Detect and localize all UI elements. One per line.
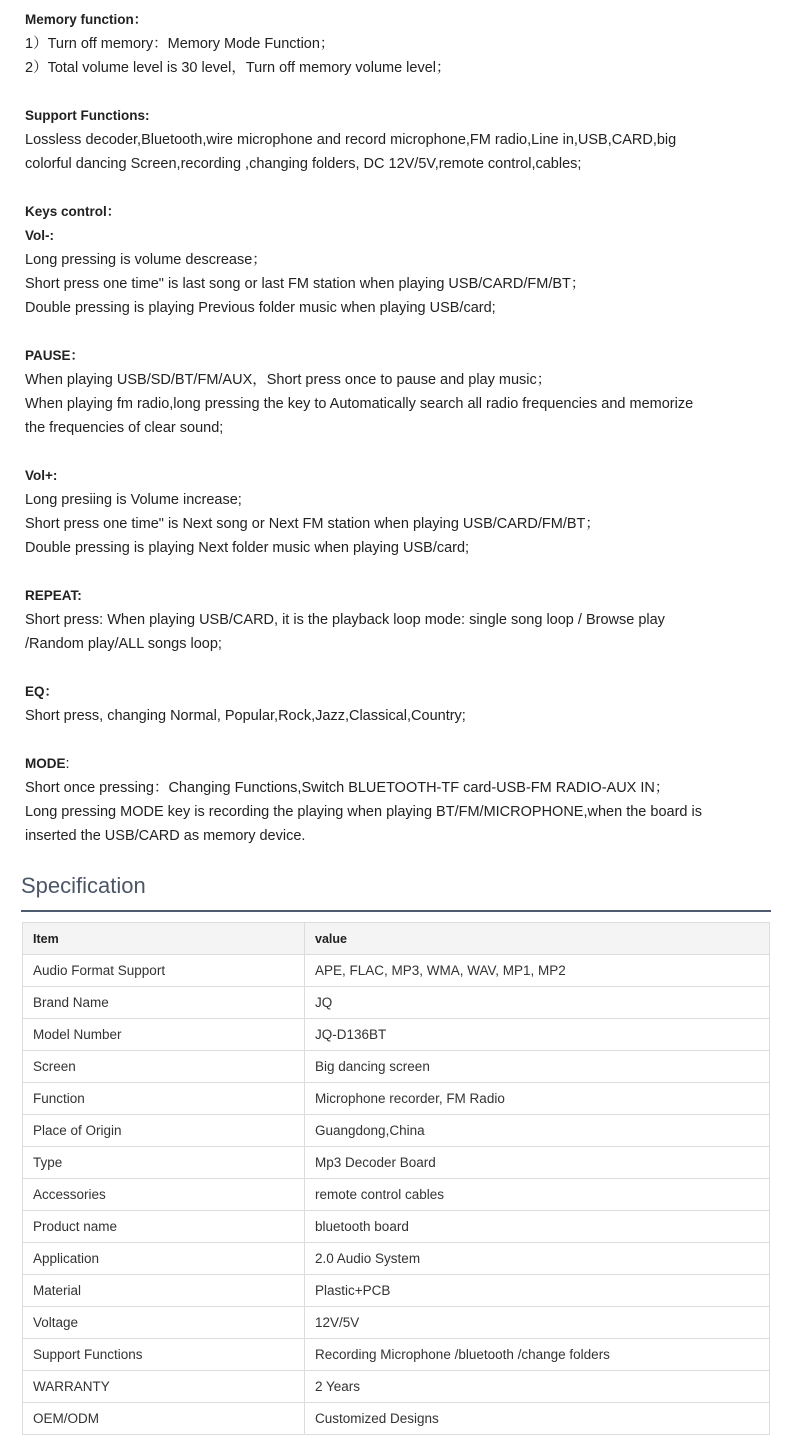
cell-value: remote control cables [305, 1179, 770, 1211]
table-row [23, 1307, 770, 1339]
cell-value: 2 Years [305, 1371, 770, 1403]
cell-item: Brand Name [23, 987, 305, 1019]
table-row [23, 1403, 770, 1435]
cell-value: bluetooth board [305, 1211, 770, 1243]
description-line: Long presiing is Volume increase; [25, 492, 242, 508]
cell-item: Function [23, 1083, 305, 1115]
section-heading-text: Vol-: [25, 228, 54, 243]
table-row [23, 1179, 770, 1211]
table-row [23, 1211, 770, 1243]
cell-item: Model Number [23, 1019, 305, 1051]
table-row [23, 1051, 770, 1083]
cell-value: 12V/5V [305, 1307, 770, 1339]
cell-value: JQ-D136BT [305, 1019, 770, 1051]
table-row [23, 1115, 770, 1147]
section-heading [25, 104, 775, 128]
description-line: Short once pressing：Changing Functions,Switch BLUETOOTH-TF card-USB-FM RADIO-AUX IN； [25, 780, 670, 796]
table-row [23, 1275, 770, 1307]
header-item: Item [23, 923, 305, 955]
description-line: /Random play/ALL songs loop; [25, 636, 222, 652]
description-line: the frequencies of clear sound; [25, 420, 224, 436]
description-line: Long pressing MODE key is recording the playing when playing BT/FM/MICROPHONE,when the board is [25, 804, 702, 820]
section-heading [25, 464, 775, 488]
description-line: Short press one time" is Next song or Next FM station when playing USB/CARD/FM/BT； [25, 516, 600, 532]
cell-item: Audio Format Support [23, 955, 305, 987]
cell-item: OEM/ODM [23, 1403, 305, 1435]
description-line: Double pressing is playing Next folder music when playing USB/card; [25, 540, 470, 556]
section-heading-text: PAUSE： [25, 348, 85, 363]
cell-item: Application [23, 1243, 305, 1275]
cell-value: Microphone recorder, FM Radio [305, 1083, 770, 1115]
cell-value: Mp3 Decoder Board [305, 1147, 770, 1179]
description-line: When playing USB/SD/BT/FM/AUX，Short press once to pause and play music； [25, 372, 552, 388]
cell-value: Big dancing screen [305, 1051, 770, 1083]
section-heading-text: Vol+: [25, 468, 58, 483]
section-heading [25, 584, 775, 608]
table-row [23, 987, 770, 1019]
heading-divider [21, 910, 771, 912]
cell-item: Voltage [23, 1307, 305, 1339]
specification-heading: Specification [21, 873, 146, 898]
table-row [23, 1019, 770, 1051]
spacer [25, 80, 775, 104]
cell-item: WARRANTY [23, 1371, 305, 1403]
cell-item: Screen [23, 1051, 305, 1083]
cell-item: Type [23, 1147, 305, 1179]
description-line: When playing fm radio,long pressing the key to Automatically search all radio frequencies and memorize [25, 396, 694, 412]
product-description [25, 8, 775, 848]
spacer [25, 560, 775, 584]
description-line: 2）Total volume level is 30 level，Turn off memory volume level； [25, 60, 451, 76]
section-heading-text: REPEAT: [25, 588, 82, 603]
description-line: Short press: When playing USB/CARD, it is the playback loop mode: single song loop / Browse play [25, 612, 665, 628]
section-heading-text: MODE [25, 756, 66, 771]
table-row [23, 955, 770, 987]
cell-item: Accessories [23, 1179, 305, 1211]
description-line: 1）Turn off memory：Memory Mode Function； [25, 36, 335, 52]
section-heading-text: EQ： [25, 684, 59, 699]
description-line: Short press, changing Normal, Popular,Rock,Jazz,Classical,Country; [25, 708, 466, 724]
table-row [23, 1243, 770, 1275]
spacer [25, 656, 775, 680]
header-value: value [305, 923, 770, 955]
section-heading [25, 752, 775, 776]
table-row [23, 1147, 770, 1179]
section-heading [25, 344, 775, 368]
cell-value: JQ [305, 987, 770, 1019]
cell-value: 2.0 Audio System [305, 1243, 770, 1275]
cell-item: Product name [23, 1211, 305, 1243]
section-heading-text: Memory function： [25, 12, 148, 27]
spacer [25, 440, 775, 464]
table-row [23, 1339, 770, 1371]
cell-value: Recording Microphone /bluetooth /change folders [305, 1339, 770, 1371]
section-heading-text: Support Functions: [25, 108, 150, 123]
description-line: colorful dancing Screen,recording ,changing folders, DC 12V/5V,remote control,cables; [25, 156, 582, 172]
section-heading-suffix: : [65, 756, 70, 772]
section-heading [25, 224, 775, 248]
spacer [25, 320, 775, 344]
table-row [23, 1083, 770, 1115]
description-line: inserted the USB/CARD as memory device. [25, 828, 306, 844]
description-line: Short press one time" is last song or last FM station when playing USB/CARD/FM/BT； [25, 276, 586, 292]
spacer [25, 728, 775, 752]
section-heading [25, 680, 775, 704]
cell-item: Support Functions [23, 1339, 305, 1371]
cell-value: Plastic+PCB [305, 1275, 770, 1307]
section-heading [25, 8, 775, 32]
spacer [25, 176, 775, 200]
cell-value: APE, FLAC, MP3, WMA, WAV, MP1, MP2 [305, 955, 770, 987]
description-line: Double pressing is playing Previous folder music when playing USB/card; [25, 300, 496, 316]
specification-table [22, 922, 770, 1435]
table-header-row [23, 923, 770, 955]
description-line: Long pressing is volume descrease； [25, 252, 267, 268]
cell-item: Place of Origin [23, 1115, 305, 1147]
table-row [23, 1371, 770, 1403]
description-line: Lossless decoder,Bluetooth,wire microphone and record microphone,FM radio,Line in,USB,CARD,big [25, 132, 677, 148]
cell-item: Material [23, 1275, 305, 1307]
section-heading-text: Keys control： [25, 204, 121, 219]
cell-value: Guangdong,China [305, 1115, 770, 1147]
section-heading [25, 200, 775, 224]
cell-value: Customized Designs [305, 1403, 770, 1435]
